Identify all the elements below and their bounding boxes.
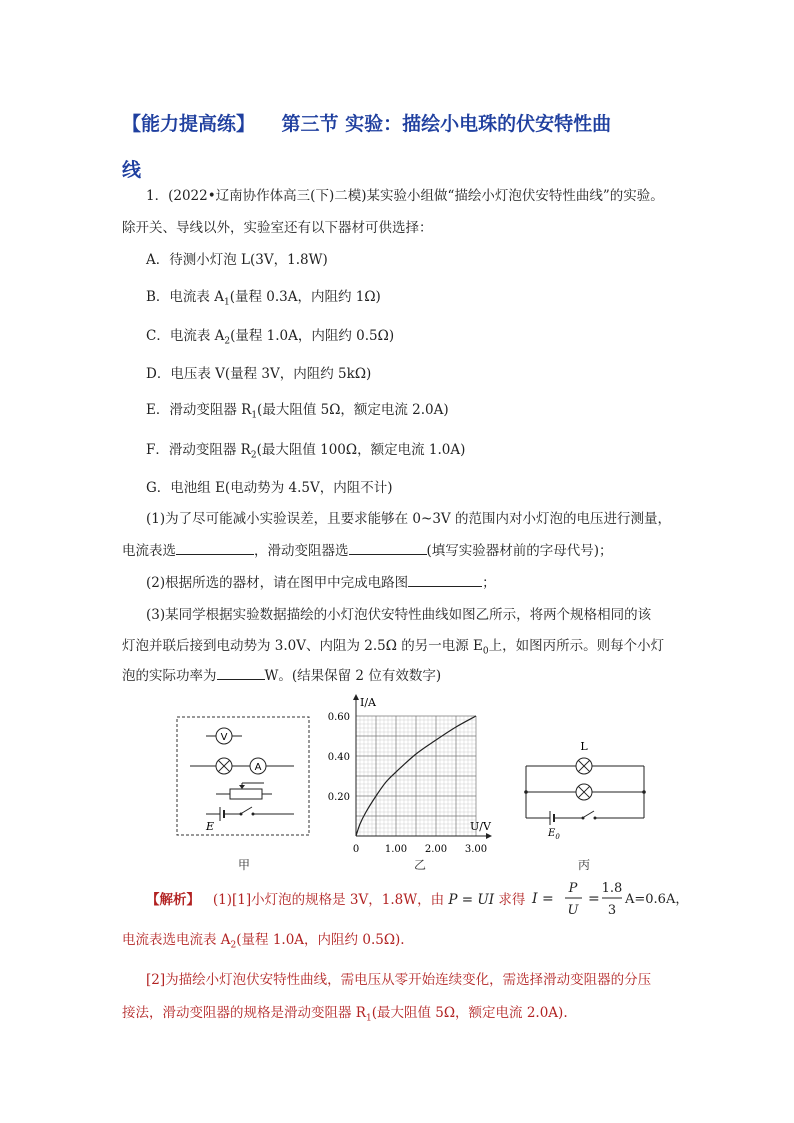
- figure-jia-caption: 甲: [238, 858, 251, 872]
- subquestion-3-line-1: (3)某同学根据实验数据描绘的小灯泡伏安特性曲线如图乙所示，将两个规格相同的该: [146, 607, 652, 623]
- analysis-line-4: 接法，滑动变阻器的规格是滑动变阻器 $R_1$(最大阻值 5Ω，额定电流 2.0A).: [122, 1005, 568, 1024]
- answer-blank[interactable]: [408, 573, 482, 587]
- junction-dot: [524, 790, 528, 794]
- battery-label: E: [206, 820, 215, 833]
- option-e: E．滑动变阻器 $R_1$(最大阻值 5Ω，额定电流 2.0A): [146, 402, 449, 421]
- figure-yi-chart: [320, 690, 490, 858]
- x-tick-label: 3.00: [464, 844, 488, 855]
- subquestion-1-line-2: 电流表选 ，滑动变阻器选 (填写实验器材前的字母代号)；: [122, 543, 613, 559]
- subquestion-1-line-1: (1)为了尽可能减小实验误差，且要求能够在 0~3V 的范围内对小灯泡的电压进行测量，: [146, 511, 671, 527]
- option-c: C．电流表 $A_2$(量程 1.0A，内阻约 0.5Ω): [146, 328, 395, 347]
- formula-numerator: P: [568, 881, 578, 896]
- answer-blank[interactable]: [176, 541, 254, 555]
- figure-jia-circuit: [176, 716, 310, 840]
- analysis-line-2: 电流表选电流表 $A_2$(量程 1.0A，内阻约 0.5Ω).: [122, 932, 405, 951]
- x-tick-labels: [353, 844, 487, 855]
- formula-value-numerator: 1.8: [601, 881, 623, 896]
- subquestion-2: (2)根据所选的器材，请在图甲中完成电路图 ；: [146, 575, 496, 591]
- ammeter-label: A: [254, 762, 262, 773]
- formula-value-denominator: 3: [607, 903, 617, 918]
- figure-bing-caption: 丙: [578, 858, 591, 872]
- option-a: A．待测小灯泡 L(3V，1.8W): [146, 252, 328, 268]
- formula-equals: =: [588, 891, 600, 907]
- figure-bing-circuit: [518, 736, 654, 840]
- switch-icon: [584, 811, 594, 817]
- option-d: D．电压表 V(量程 3V，内阻约 5kΩ): [146, 366, 372, 382]
- lamp-label: L: [580, 740, 588, 753]
- x-axis-arrow-icon: [486, 833, 492, 839]
- grid-major: [356, 716, 476, 836]
- dashed-frame: [177, 717, 309, 835]
- formula-lhs: I =: [532, 891, 554, 907]
- x-tick-label: 0: [352, 844, 360, 855]
- title-main: 第三节 实验：描绘小电珠的伏安特性曲: [281, 113, 612, 135]
- title-tag: 【能力提高练】: [122, 113, 256, 135]
- x-tick-label: 1.00: [384, 844, 408, 855]
- formula-denominator: U: [567, 903, 579, 918]
- y-tick-labels: [328, 712, 350, 803]
- analysis-label: 【解析】: [146, 892, 200, 908]
- analysis-line-1: 【解析】 (1)[1]小灯泡的规格是 3V，1.8W，由 P = UI 求得: [146, 892, 526, 908]
- junction-dot: [642, 790, 646, 794]
- y-tick-label: 0.20: [327, 792, 350, 803]
- x-axis-label: U/V: [470, 820, 491, 833]
- y-axis-arrow-icon: [353, 694, 359, 700]
- source-label: $E_0$: [548, 828, 560, 841]
- voltmeter-label: V: [220, 732, 228, 743]
- answer-blank[interactable]: [217, 666, 265, 680]
- y-tick-label: 0.40: [327, 752, 350, 763]
- analysis-line-3: [2]为描绘小灯泡伏安特性曲线，需电压从零开始连续变化，需选择滑动变阻器的分压: [146, 972, 652, 988]
- rheostat-icon: [230, 789, 262, 799]
- subquestion-3-line-2: 灯泡并联后接到电动势为 3.0V、内阻为 2.5Ω 的另一电源 $E_0$上，如图丙所示。则每个小灯: [122, 638, 665, 657]
- section-title: [122, 101, 682, 193]
- figure-yi-caption: 乙: [414, 858, 427, 872]
- option-b: B．电流表 $A_1$(量程 0.3A，内阻约 1Ω): [146, 289, 381, 308]
- formula-result: A=0.6A，: [625, 892, 689, 907]
- x-tick-label: 2.00: [424, 844, 448, 855]
- y-tick-label: 0.60: [327, 712, 350, 723]
- option-f: F．滑动变阻器 $R_2$(最大阻值 100Ω，额定电流 1.0A): [146, 442, 466, 461]
- power-formula: [532, 876, 689, 922]
- title-tail: 线: [122, 159, 142, 181]
- subquestion-3-line-3: 泡的实际功率为 W。(结果保留 2 位有效数字): [122, 668, 442, 684]
- question-intro-1: 1．(2022•辽南协作体高三(下)二模)某实验小组做“描绘小灯泡伏安特性曲线”的实验。: [146, 188, 664, 204]
- slider-arrow-icon: [239, 785, 245, 789]
- answer-blank[interactable]: [349, 541, 427, 555]
- option-g: G．电池组 E(电动势为 4.5V，内阻不计): [146, 480, 393, 496]
- question-intro-2: 除开关、导线以外，实验室还有以下器材可供选择：: [122, 220, 433, 236]
- switch-icon: [242, 807, 252, 813]
- y-axis-label: I/A: [360, 696, 376, 709]
